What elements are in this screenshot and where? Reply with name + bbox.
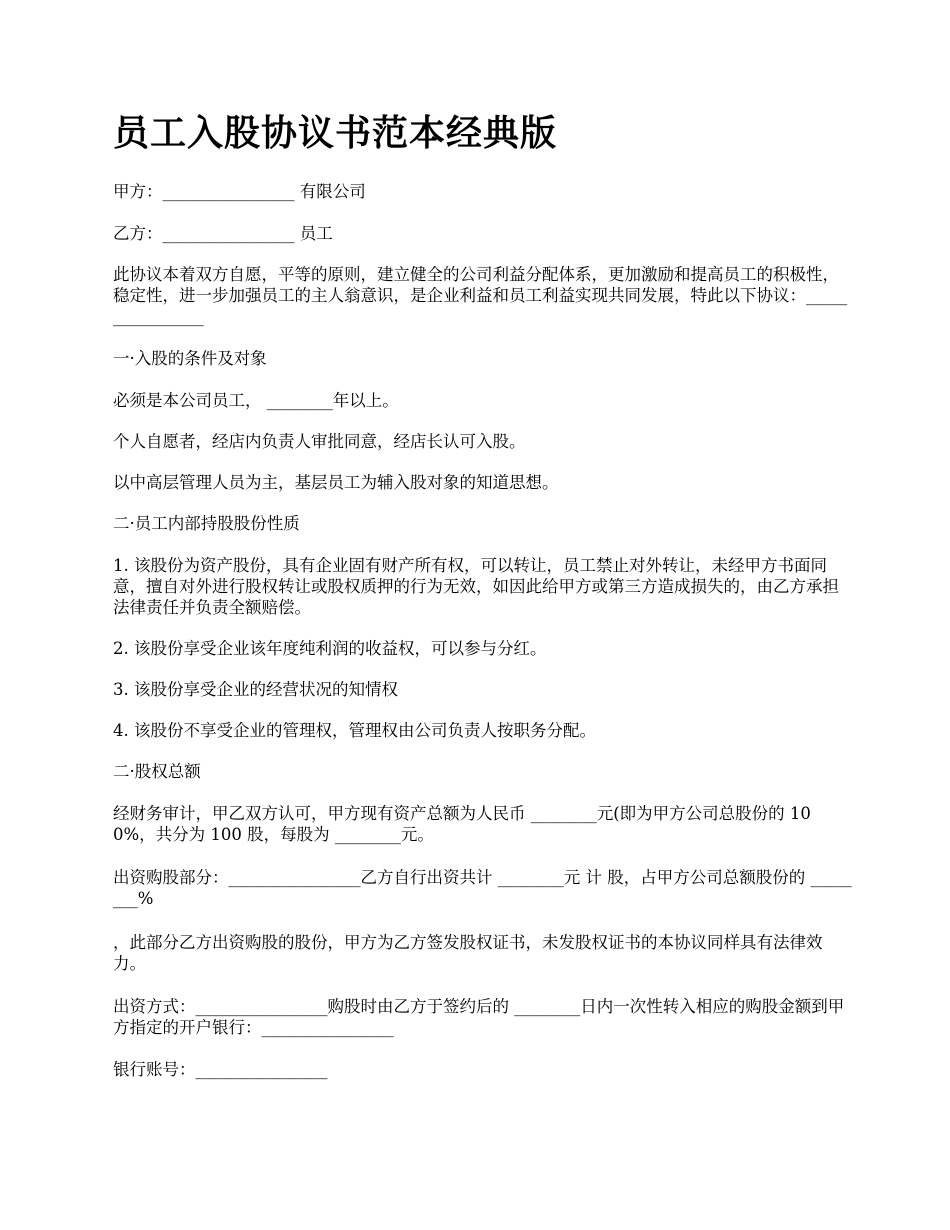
share-nature-item-2: 2. 该股份享受企业该年度纯利润的收益权，可以参与分红。 bbox=[113, 639, 547, 658]
party-a-line: 甲方：________________ 有限公司 bbox=[113, 182, 366, 201]
share-nature-item-4: 4. 该股份不享受企业的管理权，管理权由公司负责人按职务分配。 bbox=[113, 721, 596, 740]
payment-method-paragraph: 出资方式：________________购股时由乙方于签约后的 ________日内一次性转入相应的购股金额到甲方指定的开户银行：________________ bbox=[113, 997, 845, 1037]
document-title: 员工入股协议书范本经典版 bbox=[113, 112, 558, 154]
condition-item-1: 必须是本公司员工， ________年以上。 bbox=[113, 391, 399, 410]
section-heading-2: 二·员工内部持股股份性质 bbox=[113, 514, 300, 533]
total-equity-paragraph: 经财务审计，甲乙双方认可，甲方现有资产总额为人民币 ________元(即为甲方公司总股份的 100%，共分为 100 股，每股为 ________元。 bbox=[113, 804, 811, 844]
bank-account-line: 银行账号：________________ bbox=[113, 1060, 328, 1079]
share-nature-item-1: 1. 该股份为资产股份，具有企业固有财产所有权，可以转让，员工禁止对外转让，未经甲方书面同意，擅自对外进行股权转让或股权质押的行为无效，如因此给甲方或第三方造成损失的，由乙方承担法律责任并负责全额赔偿。 bbox=[113, 556, 839, 617]
condition-item-2: 个人自愿者，经店内负责人审批同意，经店长认可入股。 bbox=[113, 432, 526, 451]
section-heading-1: 一·入股的条件及对象 bbox=[113, 349, 267, 368]
purchase-portion-paragraph: 出资购股部分：________________乙方自行出资共计 ________元 计 股，占甲方公司总额股份的 ________% bbox=[113, 868, 852, 908]
certificate-paragraph: ，此部分乙方出资购股的股份，甲方为乙方签发股权证书，未发股权证书的本协议同样具有法律效力。 bbox=[113, 933, 823, 973]
condition-item-3: 以中高层管理人员为主，基层员工为辅入股对象的知道思想。 bbox=[113, 473, 559, 492]
section-heading-3: 二·股权总额 bbox=[113, 762, 201, 781]
preamble-paragraph: 此协议本着双方自愿，平等的原则，建立健全的公司利益分配体系，更加激励和提高员工的积极性，稳定性，进一步加强员工的主人翁意识，是企业利益和员工利益实现共同发展，特此以下协议：________________ bbox=[113, 265, 848, 326]
party-b-line: 乙方：________________ 员工 bbox=[113, 224, 333, 243]
share-nature-item-3: 3. 该股份享受企业的经营状况的知情权 bbox=[113, 680, 398, 699]
